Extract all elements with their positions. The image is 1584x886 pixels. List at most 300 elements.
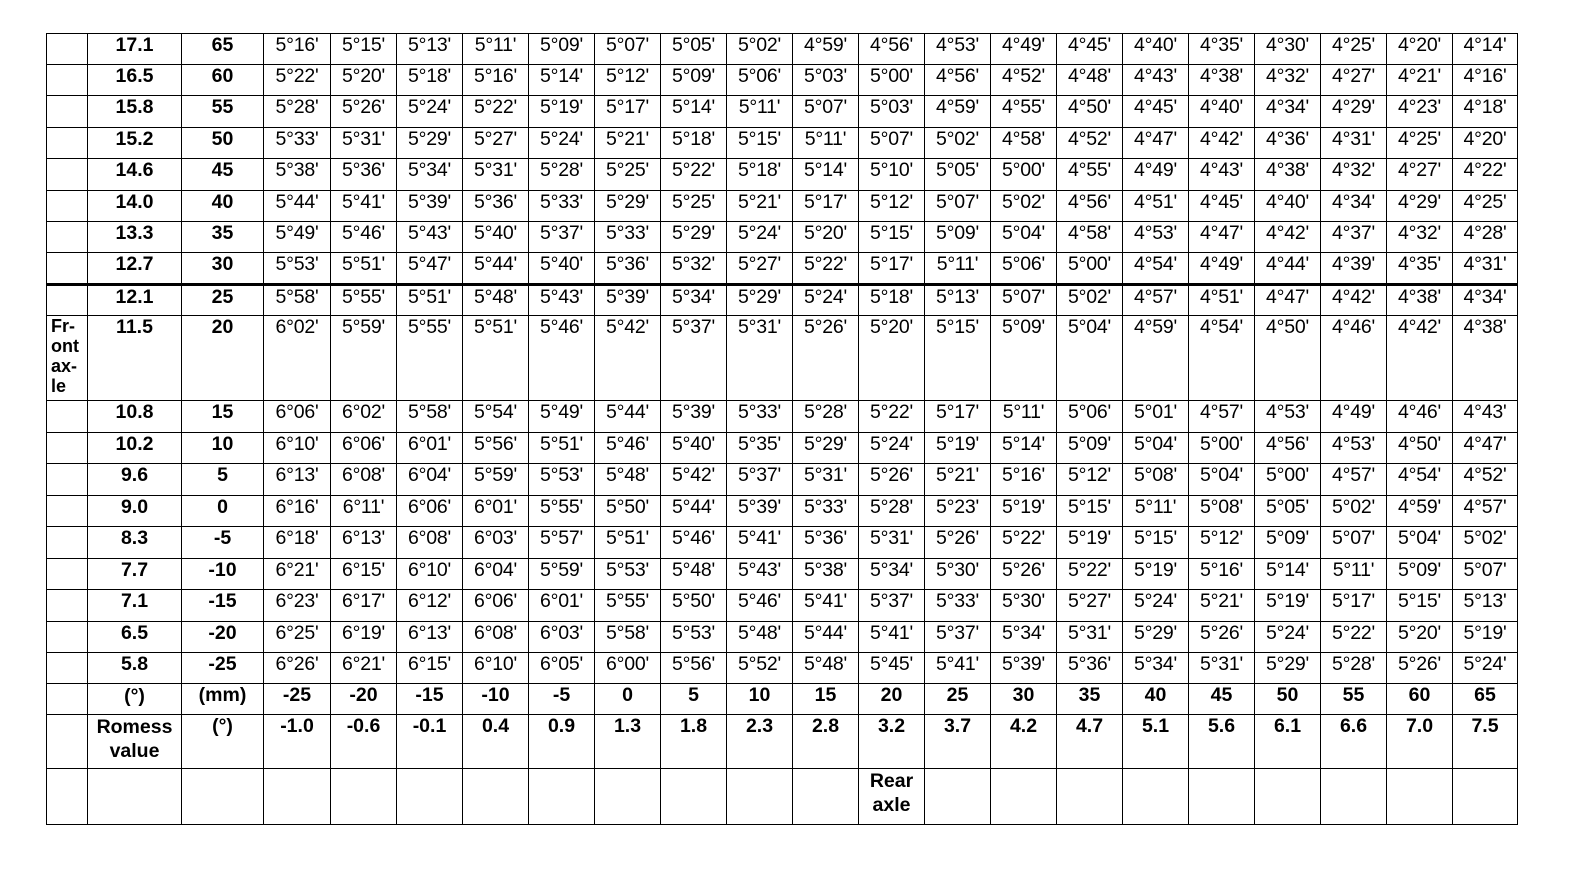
mm-value: 25 [182,285,264,316]
table-cell: 5°48' [595,464,661,496]
table-cell: 5°15' [727,128,793,159]
table-cell: 5°02' [1321,496,1387,527]
table-cell: 6°18' [264,527,331,559]
axis-cell: 45 [1189,684,1255,715]
axis-cell: 50 [1255,684,1321,715]
table-cell: 5°26' [331,96,397,128]
mm-value: -5 [182,527,264,559]
empty-cell [793,769,859,825]
table-cell: 6°06' [331,433,397,464]
table-cell: 5°24' [1255,622,1321,653]
table-cell: 4°53' [1255,401,1321,433]
empty-cell [463,769,529,825]
table-cell: 5°32' [661,253,727,285]
table-cell: 5°34' [397,159,463,191]
table-cell: 5°28' [1321,653,1387,684]
table-cell: 5°11' [991,401,1057,433]
angle-value: 14.0 [88,191,182,222]
axis-cell: 2.3 [727,715,793,769]
table-cell: 5°53' [595,559,661,590]
axis-cell: 65 [1453,684,1518,715]
angle-value: 8.3 [88,527,182,559]
empty-cell [1453,769,1518,825]
table-cell: 5°28' [264,96,331,128]
table-cell: 4°59' [1123,316,1189,401]
table-cell: 4°32' [1321,159,1387,191]
table-cell: 4°59' [1387,496,1453,527]
angle-value: 9.6 [88,464,182,496]
table-cell: 4°51' [1123,191,1189,222]
table-cell: 5°44' [264,191,331,222]
table-cell: 5°12' [595,65,661,96]
table-cell: 5°29' [595,191,661,222]
table-cell: 5°40' [463,222,529,253]
table-cell: 4°20' [1453,128,1518,159]
table-cell: 5°15' [1057,496,1123,527]
empty-cell [47,401,88,433]
table-cell: 4°21' [1387,65,1453,96]
table-cell: 6°06' [397,496,463,527]
table-cell: 5°51' [463,316,529,401]
table-cell: 5°55' [529,496,595,527]
table-cell: 6°01' [463,496,529,527]
table-cell: 5°36' [793,527,859,559]
table-cell: 4°57' [1453,496,1518,527]
table-cell: 5°39' [727,496,793,527]
table-cell: 5°39' [991,653,1057,684]
table-cell: 4°38' [1255,159,1321,191]
table-cell: 5°07' [991,285,1057,316]
table-cell: 4°29' [1387,191,1453,222]
table-cell: 5°24' [793,285,859,316]
table-cell: 5°37' [925,622,991,653]
table-cell: 5°05' [661,34,727,65]
table-cell: 5°55' [331,285,397,316]
table-cell: 4°47' [1123,128,1189,159]
table-cell: 5°07' [1453,559,1518,590]
table-cell: 5°39' [595,285,661,316]
table-cell: 5°11' [463,34,529,65]
table-cell: 5°44' [793,622,859,653]
axis-cell: 7.5 [1453,715,1518,769]
axis-cell: -1.0 [264,715,331,769]
table-cell: 5°33' [793,496,859,527]
table-row [47,590,1518,622]
table-cell: 6°13' [331,527,397,559]
empty-cell [47,464,88,496]
angle-value: 7.1 [88,590,182,622]
table-cell: 5°26' [1189,622,1255,653]
table-cell: 4°42' [1321,285,1387,316]
table-cell: 5°21' [1189,590,1255,622]
table-cell: 5°29' [1255,653,1321,684]
table-cell: 5°09' [529,34,595,65]
table-cell: 4°50' [1057,96,1123,128]
table-cell: 4°38' [1387,285,1453,316]
table-cell: 5°36' [1057,653,1123,684]
empty-cell [47,253,88,285]
axis-cell: 4.2 [991,715,1057,769]
table-cell: 5°31' [463,159,529,191]
table-cell: 5°01' [1123,401,1189,433]
table-cell: 5°42' [661,464,727,496]
table-cell: 5°15' [331,34,397,65]
table-cell: 5°21' [727,191,793,222]
table-cell: 4°18' [1453,96,1518,128]
empty-cell [1387,769,1453,825]
mm-value: 45 [182,159,264,191]
axis-cell: 5.6 [1189,715,1255,769]
axis-cell: -10 [463,684,529,715]
axis-cell: 55 [1321,684,1387,715]
table-cell: 5°29' [727,285,793,316]
table-cell: 4°56' [925,65,991,96]
table-cell: 5°49' [264,222,331,253]
angle-value: 10.8 [88,401,182,433]
table-cell: 4°53' [1123,222,1189,253]
mm-value: 55 [182,96,264,128]
table-cell: 6°11' [331,496,397,527]
table-cell: 4°54' [1387,464,1453,496]
rear-axle-row [47,769,1518,825]
table-cell: 5°41' [331,191,397,222]
table-cell: 4°47' [1189,222,1255,253]
table-cell: 5°24' [727,222,793,253]
mm-value: 50 [182,128,264,159]
mm-value: 35 [182,222,264,253]
table-cell: 5°36' [595,253,661,285]
table-cell: 4°57' [1321,464,1387,496]
table-cell: 5°25' [661,191,727,222]
table-cell: 4°52' [1453,464,1518,496]
table-cell: 5°18' [859,285,925,316]
table-cell: 5°19' [991,496,1057,527]
row-unit: (mm) [182,684,264,715]
table-cell: 5°03' [859,96,925,128]
axis-cell: 30 [991,684,1057,715]
table-cell: 5°53' [529,464,595,496]
table-cell: 5°46' [661,527,727,559]
table-cell: 4°31' [1321,128,1387,159]
table-cell: 4°59' [793,34,859,65]
table-cell: 5°14' [1255,559,1321,590]
angle-value: 5.8 [88,653,182,684]
table-row [47,653,1518,684]
mm-value: 40 [182,191,264,222]
empty-cell [47,285,88,316]
table-cell: 5°29' [661,222,727,253]
table-cell: 5°45' [859,653,925,684]
table-cell: 5°31' [1057,622,1123,653]
table-cell: 5°26' [1387,653,1453,684]
table-cell: 5°38' [264,159,331,191]
table-cell: 5°24' [397,96,463,128]
table-cell: 5°36' [463,191,529,222]
table-cell: 5°16' [463,65,529,96]
table-cell: 5°31' [727,316,793,401]
empty-cell [47,653,88,684]
mm-value: 60 [182,65,264,96]
table-row [47,527,1518,559]
table-cell: 5°22' [859,401,925,433]
empty-cell [47,159,88,191]
table-cell: 4°46' [1321,316,1387,401]
table-cell: 5°34' [1123,653,1189,684]
empty-cell [47,128,88,159]
table-cell: 5°20' [1387,622,1453,653]
table-cell: 5°15' [925,316,991,401]
axis-cell: 4.7 [1057,715,1123,769]
table-cell: 5°51' [529,433,595,464]
angle-value: 12.7 [88,253,182,285]
table-cell: 5°58' [595,622,661,653]
table-cell: 5°04' [1189,464,1255,496]
table-cell: 4°20' [1387,34,1453,65]
table-cell: 5°28' [859,496,925,527]
table-row [47,128,1518,159]
axis-cell: 10 [727,684,793,715]
table-cell: 5°11' [793,128,859,159]
table-cell: 4°59' [925,96,991,128]
table-cell: 5°09' [1255,527,1321,559]
table-cell: 5°33' [529,191,595,222]
table-cell: 5°38' [793,559,859,590]
table-cell: 4°27' [1387,159,1453,191]
mm-value: 0 [182,496,264,527]
table-cell: 5°07' [925,191,991,222]
table-cell: 4°25' [1453,191,1518,222]
table-cell: 6°04' [463,559,529,590]
table-cell: 5°43' [397,222,463,253]
table-cell: 4°51' [1189,285,1255,316]
row-label: (°) [88,684,182,715]
mm-value: -10 [182,559,264,590]
table-cell: 5°33' [264,128,331,159]
table-cell: 5°27' [1057,590,1123,622]
table-cell: 4°52' [991,65,1057,96]
table-cell: 5°09' [1387,559,1453,590]
table-cell: 4°40' [1189,96,1255,128]
axis-cell: 0.9 [529,715,595,769]
table-cell: 5°48' [727,622,793,653]
empty-cell [88,769,182,825]
axis-cell: 40 [1123,684,1189,715]
empty-cell [661,769,727,825]
table-cell: 5°13' [397,34,463,65]
table-cell: 5°11' [1123,496,1189,527]
angle-value: 15.8 [88,96,182,128]
table-cell: 6°06' [264,401,331,433]
table-cell: 4°16' [1453,65,1518,96]
angle-value: 7.7 [88,559,182,590]
table-cell: 4°42' [1255,222,1321,253]
mm-value: 20 [182,316,264,401]
table-cell: 6°12' [397,590,463,622]
table-cell: 5°21' [595,128,661,159]
empty-cell [1321,769,1387,825]
table-cell: 5°28' [793,401,859,433]
table-cell: 5°27' [463,128,529,159]
table-cell: 5°00' [1057,253,1123,285]
empty-cell [47,715,88,769]
axis-cell: -20 [331,684,397,715]
table-cell: 5°17' [1321,590,1387,622]
table-cell: 5°17' [595,96,661,128]
table-cell: 5°08' [1189,496,1255,527]
empty-cell [47,433,88,464]
table-cell: 6°02' [331,401,397,433]
table-cell: 5°25' [595,159,661,191]
table-cell: 5°02' [727,34,793,65]
empty-cell [1255,769,1321,825]
table-cell: 5°50' [661,590,727,622]
table-cell: 4°30' [1255,34,1321,65]
table-cell: 5°16' [264,34,331,65]
table-row [47,96,1518,128]
axis-cell: -25 [264,684,331,715]
table-cell: 4°56' [1057,191,1123,222]
table-row [47,401,1518,433]
table-cell: 5°46' [595,433,661,464]
mm-value: -25 [182,653,264,684]
table-cell: 5°54' [463,401,529,433]
axis-cell: 7.0 [1387,715,1453,769]
empty-cell [727,769,793,825]
table-cell: 5°34' [991,622,1057,653]
table-cell: 4°32' [1255,65,1321,96]
table-cell: 4°35' [1387,253,1453,285]
table-cell: 5°46' [529,316,595,401]
table-cell: 5°11' [1321,559,1387,590]
table-row [47,191,1518,222]
table-cell: 5°24' [1123,590,1189,622]
axis-cell: 3.2 [859,715,925,769]
table-cell: 4°53' [1321,433,1387,464]
romess-value-row [47,715,1518,769]
table-row [47,159,1518,191]
table-cell: 5°19' [1453,622,1518,653]
mm-value: 30 [182,253,264,285]
table-cell: 5°47' [397,253,463,285]
table-cell: 6°10' [264,433,331,464]
table-cell: 5°19' [1123,559,1189,590]
axis-cell: 20 [859,684,925,715]
mm-value: 5 [182,464,264,496]
table-cell: 5°37' [661,316,727,401]
table-cell: 5°48' [463,285,529,316]
table-cell: 5°51' [331,253,397,285]
table-cell: 4°29' [1321,96,1387,128]
table-cell: 6°01' [397,433,463,464]
axis-cell: 0 [595,684,661,715]
table-cell: 4°31' [1453,253,1518,285]
table-cell: 5°15' [1387,590,1453,622]
table-cell: 4°54' [1123,253,1189,285]
table-cell: 5°24' [529,128,595,159]
angle-value: 13.3 [88,222,182,253]
table-cell: 5°39' [661,401,727,433]
table-cell: 5°15' [859,222,925,253]
table-cell: 5°12' [859,191,925,222]
table-cell: 4°38' [1189,65,1255,96]
table-cell: 5°30' [925,559,991,590]
table-cell: 5°46' [727,590,793,622]
angle-value: 10.2 [88,433,182,464]
table-cell: 6°19' [331,622,397,653]
table-cell: 5°00' [1255,464,1321,496]
table-cell: 4°34' [1321,191,1387,222]
table-cell: 5°11' [727,96,793,128]
table-cell: 5°34' [661,285,727,316]
table-cell: 4°36' [1255,128,1321,159]
table-cell: 4°35' [1189,34,1255,65]
table-cell: 4°25' [1321,34,1387,65]
table-cell: 6°08' [397,527,463,559]
table-cell: 5°22' [1057,559,1123,590]
table-cell: 5°20' [859,316,925,401]
table-cell: 5°23' [925,496,991,527]
rear-axle-label: Rear axle [859,769,925,825]
axis-cell: 0.4 [463,715,529,769]
romess-value-table [46,33,1518,825]
table-cell: 5°40' [661,433,727,464]
table-cell: 5°41' [859,622,925,653]
table-cell: 5°33' [925,590,991,622]
table-cell: 5°53' [661,622,727,653]
table-cell: 5°04' [1057,316,1123,401]
table-cell: 4°48' [1057,65,1123,96]
table-cell: 4°42' [1387,316,1453,401]
table-cell: 4°55' [1057,159,1123,191]
table-cell: 4°37' [1321,222,1387,253]
axis-cell: 5.1 [1123,715,1189,769]
axis-cell: -15 [397,684,463,715]
table-cell: 5°17' [925,401,991,433]
table-cell: 5°27' [727,253,793,285]
empty-cell [1123,769,1189,825]
axis-cell: 15 [793,684,859,715]
table-cell: 6°16' [264,496,331,527]
table-cell: 5°51' [595,527,661,559]
mm-value: -15 [182,590,264,622]
angle-value: 15.2 [88,128,182,159]
table-cell: 5°18' [727,159,793,191]
table-cell: 5°57' [529,527,595,559]
table-cell: 5°41' [793,590,859,622]
table-cell: 5°51' [397,285,463,316]
table-cell: 4°57' [1123,285,1189,316]
table-cell: 4°34' [1453,285,1518,316]
table-cell: 4°46' [1387,401,1453,433]
table-cell: 4°45' [1189,191,1255,222]
table-cell: 4°47' [1255,285,1321,316]
empty-cell [47,65,88,96]
table-cell: 5°50' [595,496,661,527]
table-cell: 5°29' [793,433,859,464]
table-cell: 5°26' [859,464,925,496]
table-cell: 4°55' [991,96,1057,128]
angle-value: 9.0 [88,496,182,527]
table-cell: 5°11' [925,253,991,285]
table-cell: 5°52' [727,653,793,684]
table-cell: 5°44' [661,496,727,527]
table-cell: 4°49' [991,34,1057,65]
axis-cell: 3.7 [925,715,991,769]
table-cell: 5°18' [661,128,727,159]
table-cell: 6°26' [264,653,331,684]
table-cell: 5°09' [991,316,1057,401]
empty-cell [47,496,88,527]
